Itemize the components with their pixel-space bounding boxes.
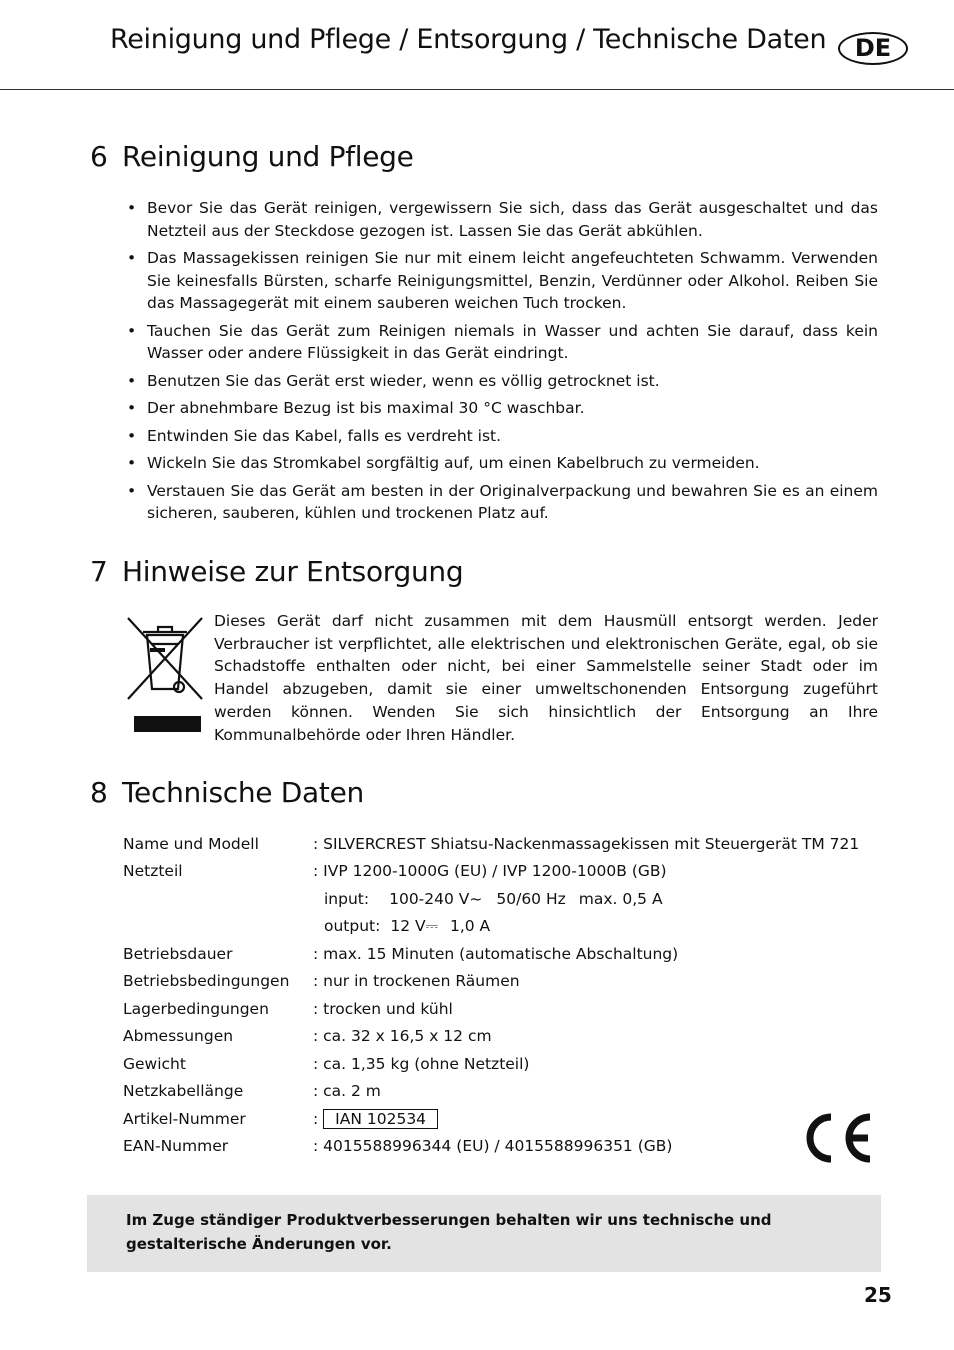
section-title: Technische Daten bbox=[122, 776, 364, 809]
table-row bbox=[123, 1050, 859, 1078]
spec-label: Netzkabellänge bbox=[123, 1082, 244, 1101]
table-row bbox=[123, 858, 859, 886]
article-number-box: IAN 102534 bbox=[323, 1109, 438, 1129]
output-label: output: bbox=[324, 916, 381, 935]
spec-label: Gewicht bbox=[123, 1054, 186, 1073]
table-row bbox=[123, 1105, 859, 1133]
spec-value: : IVP 1200-1000G (EU) / IVP 1200-1000B (GB) bbox=[313, 862, 667, 881]
notice-text: Im Zuge ständiger Produktverbesserungen behalten wir uns technische und gestalterische Änderungen vor. bbox=[126, 1211, 772, 1253]
table-row bbox=[123, 940, 859, 968]
section-title: Hinweise zur Entsorgung bbox=[122, 555, 464, 588]
spec-label: Name und Modell bbox=[123, 834, 259, 853]
ce-mark-icon bbox=[800, 1110, 874, 1166]
list-item: • Das Massagekissen reinigen Sie nur mit einem leicht angefeuchteten Schwamm. Verwenden Sie keinesfalls Bürsten, scharfe Reinigungsmittel, Benzin, Verdünner oder Alkohol. Reiben Sie das Massagegerät mit einem sauberen weichen Tuch trocken. bbox=[125, 247, 878, 315]
header-title: Reinigung und Pflege / Entsorgung / Technische Daten bbox=[110, 24, 827, 55]
list-item: • Der abnehmbare Bezug ist bis maximal 30 °C waschbar. bbox=[125, 397, 878, 420]
output-voltage: 12 V⎓ bbox=[390, 916, 438, 935]
list-item: • Wickeln Sie das Stromkabel sorgfältig auf, um einen Kabelbruch zu vermeiden. bbox=[125, 452, 878, 475]
spec-value: : max. 15 Minuten (automatische Abschaltung) bbox=[313, 944, 679, 963]
section-number: 8 bbox=[90, 776, 108, 809]
spec-value: : ca. 1,35 kg (ohne Netzteil) bbox=[313, 1054, 530, 1073]
spec-value: : SILVERCREST Shiatsu-Nackenmassagekissen mit Steuergerät TM 721 bbox=[313, 834, 860, 853]
colon: : bbox=[313, 1109, 319, 1128]
output-current: 1,0 A bbox=[449, 916, 491, 935]
spec-label: Betriebsbedingungen bbox=[123, 972, 290, 991]
notice-box bbox=[87, 1195, 881, 1272]
table-row bbox=[123, 885, 859, 913]
spec-label: Abmessungen bbox=[123, 1027, 234, 1046]
spec-value: : trocken und kühl bbox=[313, 999, 453, 1018]
spec-label: Betriebsdauer bbox=[123, 944, 233, 963]
section-title: Reinigung und Pflege bbox=[122, 140, 414, 173]
section-number: 7 bbox=[90, 555, 108, 588]
table-row bbox=[123, 1023, 859, 1051]
page-number: 25 bbox=[864, 1283, 892, 1307]
spec-label: EAN-Nummer bbox=[123, 1137, 229, 1156]
spec-value-input bbox=[313, 885, 859, 913]
table-row bbox=[123, 830, 859, 858]
input-frequency: 50/60 Hz bbox=[496, 889, 566, 908]
list-item: • Benutzen Sie das Gerät erst wieder, wenn es völlig getrocknet ist. bbox=[125, 370, 878, 393]
spec-value bbox=[313, 1105, 859, 1133]
spec-label: Artikel-Nummer bbox=[123, 1109, 246, 1128]
spec-table bbox=[123, 830, 859, 1160]
table-row bbox=[123, 913, 859, 941]
section-number: 6 bbox=[90, 140, 108, 173]
table-row bbox=[123, 995, 859, 1023]
spec-value: : nur in trockenen Räumen bbox=[313, 972, 520, 991]
list-item: • Verstauen Sie das Gerät am besten in der Originalverpackung und bewahren Sie es an einem sicheren, sauberen, kühlen und trockenen Platz auf. bbox=[125, 480, 878, 525]
table-row bbox=[123, 968, 859, 996]
spec-value-output bbox=[313, 913, 859, 941]
list-item: • Entwinden Sie das Kabel, falls es verdreht ist. bbox=[125, 425, 878, 448]
spec-value: : ca. 32 x 16,5 x 12 cm bbox=[313, 1027, 492, 1046]
spec-label: Lagerbedingungen bbox=[123, 999, 269, 1018]
care-list bbox=[125, 197, 878, 530]
section-heading-disposal bbox=[90, 555, 463, 588]
header-divider bbox=[0, 89, 954, 90]
spec-value: : ca. 2 m bbox=[313, 1082, 381, 1101]
table-row bbox=[123, 1078, 859, 1106]
input-label: input: bbox=[324, 889, 370, 908]
input-voltage: 100-240 V~ bbox=[389, 889, 483, 908]
section-heading-cleaning bbox=[90, 140, 414, 173]
input-current: max. 0,5 A bbox=[578, 889, 663, 908]
list-item: • Bevor Sie das Gerät reinigen, vergewissern Sie sich, dass das Gerät ausgeschaltet und das Netzteil aus der Steckdose gezogen ist. Lassen Sie das Gerät abkühlen. bbox=[125, 197, 878, 242]
list-item: • Tauchen Sie das Gerät zum Reinigen niemals in Wasser und achten Sie darauf, dass kein Wasser oder andere Flüssigkeit in das Gerät eindringt. bbox=[125, 320, 878, 365]
table-row bbox=[123, 1133, 859, 1161]
language-badge: DE bbox=[838, 32, 908, 65]
disposal-text: Dieses Gerät darf nicht zusammen mit dem Hausmüll entsorgt werden. Jeder Verbraucher ist verpflichtet, alle elektrischen und elektronischen Geräte, egal, ob sie Schadstoffe enthalten oder nicht, bei einer Sammelstelle seiner Stadt oder im Handel abzugeben, damit sie einer umweltschonenden Entsorgung zugeführt werden können. Wenden Sie sich hinsichtlich der Entsorgung an Ihre Kommunalbehörde oder Ihren Händler. bbox=[214, 612, 878, 744]
spec-label: Netzteil bbox=[123, 862, 183, 881]
crossed-out-wheelie-bin-icon bbox=[125, 611, 205, 735]
spec-value: : 4015588996344 (EU) / 4015588996351 (GB) bbox=[313, 1137, 673, 1156]
section-heading-specs bbox=[90, 776, 364, 809]
